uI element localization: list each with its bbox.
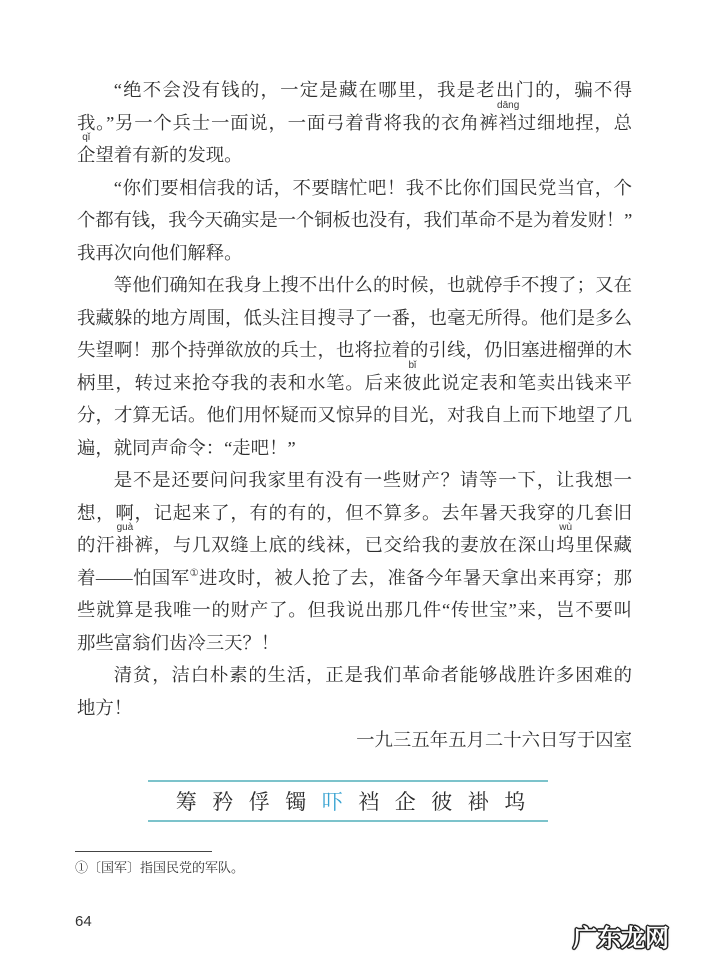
text-segment: 裤，与几双缝上底的线袜，已交给我的妻放在深山 — [134, 535, 557, 555]
footnote-definition: 指国民党的军队。 — [140, 860, 245, 875]
text-segment: 的汗 — [77, 535, 116, 555]
paragraph — [77, 464, 632, 659]
text-line: 个都有钱，我今天确实是一个铜板也没有，我们革命不是为着发财！” — [77, 210, 632, 230]
text-line — [77, 132, 632, 172]
text-segment: 里保藏 — [575, 535, 632, 555]
annotated-character — [556, 522, 576, 555]
new-character: 企 — [394, 790, 416, 814]
text-line: 我再次向他们解释。 — [77, 242, 243, 263]
watermark: 广东龙网 — [573, 924, 669, 952]
pinyin-annotation: wù — [559, 522, 573, 533]
text-line — [77, 562, 632, 595]
text-line: 我藏躲的地方周围，低头注目搜寻了一番，也毫无所得。他们是多么 — [77, 307, 632, 328]
article-body — [77, 74, 632, 757]
new-character-highlighted: 吓 — [321, 790, 343, 814]
text-line: “绝不会没有钱的，一定是藏在哪里，我是老出门的，骗不得 — [113, 80, 632, 100]
new-character: 彼 — [431, 790, 453, 814]
text-segment: 柄里，转过来抢夺我的表和水笔。后来 — [77, 372, 403, 393]
paragraph — [77, 74, 632, 172]
text-line: 清贫，洁白朴素的生活，正是我们革命者能够战胜许多困难的 — [113, 665, 632, 685]
ruby-base: 彼 — [402, 372, 422, 393]
footnote-marker: ① — [75, 860, 89, 875]
new-character: 俘 — [248, 790, 270, 814]
pinyin-annotation: bǐ — [408, 359, 417, 371]
annotated-character — [115, 522, 135, 555]
paragraph — [77, 659, 632, 724]
text-line: 分，才算无话。他们用怀疑而又惊异的目光，对我自上而下地望了几 — [77, 405, 632, 425]
paragraph — [77, 172, 632, 270]
text-segment: 此说定表和笔卖出钱来平 — [421, 372, 632, 393]
text-line: 是不是还要问问我家里有没有一些财产？请等一下，让我想一 — [113, 470, 632, 490]
text-line: 遍，就同声命令：“走吧！” — [77, 437, 296, 458]
annotated-character — [402, 359, 422, 393]
text-line: “你们要相信我的话，不要瞎忙吧！我不比你们国民党当官，个 — [113, 177, 632, 198]
text-segment: 我。”另一个兵士一面说，一面弓着背将我的衣角裤 — [77, 112, 499, 133]
ruby-base: 褂 — [115, 535, 135, 555]
new-character: 坞 — [504, 790, 526, 814]
paragraph — [77, 269, 632, 464]
annotated-character — [77, 132, 96, 165]
pinyin-annotation: dāng — [497, 99, 520, 111]
text-line: 等他们确知在我身上搜不出什么的时候，也就停手不搜了；又在 — [113, 275, 632, 295]
new-character: 筹 — [175, 790, 197, 814]
text-line: 些就算是我唯一的财产了。但我说出那几件“传世宝”来，岂不要叫 — [77, 600, 632, 620]
footnote-reference: ① — [189, 567, 200, 579]
new-characters-box — [148, 780, 548, 822]
new-character: 矜 — [212, 790, 234, 814]
new-characters-list — [168, 782, 533, 820]
page-number: 64 — [75, 913, 92, 930]
text-line: 想，啊，记起来了，有的有的，但不算多。去年暑天我穿的几套旧 — [77, 502, 632, 523]
text-line — [77, 99, 632, 140]
ruby-base: 坞 — [556, 535, 576, 555]
footnote — [75, 859, 244, 876]
text-line — [77, 522, 632, 562]
text-segment: 望着有新的发现。 — [95, 145, 243, 165]
pinyin-annotation: qǐ — [82, 132, 91, 143]
ruby-base: 裆 — [498, 112, 518, 133]
text-line: 地方！ — [77, 697, 133, 718]
signature-date: 一九三五年五月二十六日写于囚室 — [356, 730, 632, 750]
new-character: 裆 — [358, 790, 380, 814]
annotated-character — [497, 99, 520, 133]
new-character: 镯 — [285, 790, 307, 814]
footnote-term: 〔国军〕 — [88, 860, 141, 875]
text-line: 那些富翁们齿冷三天？！ — [77, 632, 280, 653]
footnote-divider — [75, 851, 212, 852]
ruby-base: 企 — [77, 145, 96, 165]
pinyin-annotation: guà — [116, 522, 134, 533]
new-character: 褂 — [467, 790, 489, 814]
text-segment: 进攻时，被人抢了去，准备今年暑天拿出来再穿；那 — [199, 567, 632, 588]
text-segment: 着——怕国军 — [77, 567, 190, 588]
text-line: 失望啊！那个持弹欲放的兵士，也将拉着的引线，仍旧塞进榴弹的木 — [77, 340, 632, 360]
text-line — [77, 359, 632, 400]
text-segment: 过细地捏，总 — [517, 112, 632, 133]
